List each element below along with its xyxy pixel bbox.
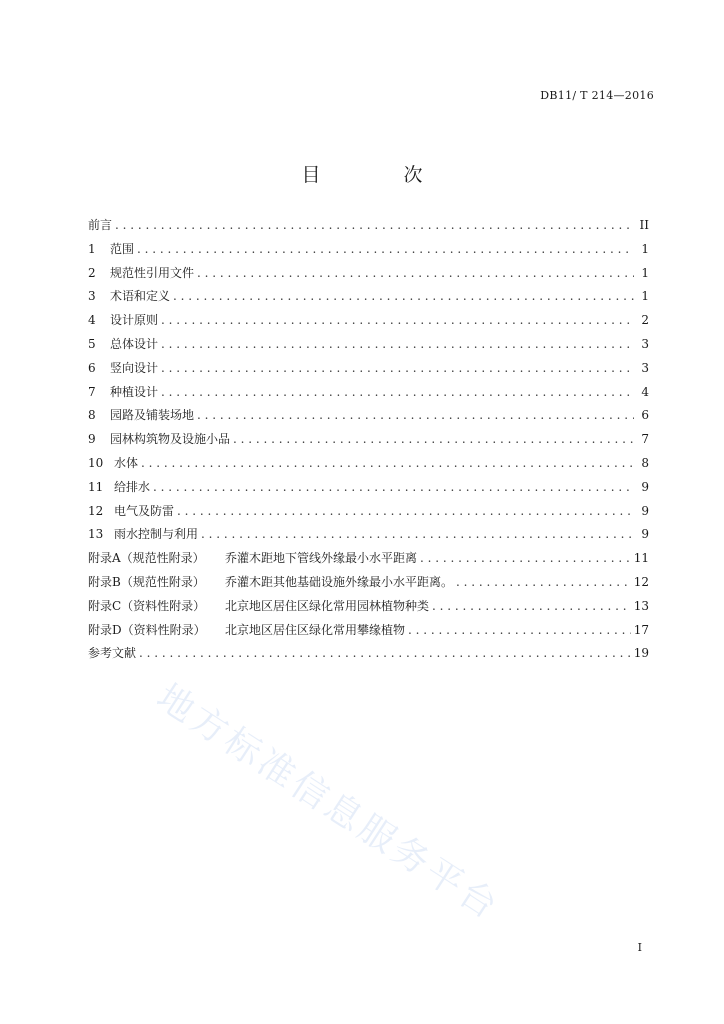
toc-entry-appendix-a[interactable] — [88, 549, 649, 573]
toc-number: 8 — [88, 408, 96, 423]
toc-number: 附录C（资料性附录） — [88, 598, 206, 613]
toc-label: 竖向设计 — [110, 360, 159, 375]
toc-label: 乔灌木距地下管线外缘最小水平距离 — [225, 551, 418, 566]
toc-label: 水体 — [114, 455, 139, 470]
toc-entry-6[interactable] — [88, 359, 649, 383]
toc-page: 7 — [641, 432, 649, 447]
toc-label: 电气及防雷 — [114, 503, 175, 518]
toc-leader — [115, 218, 634, 232]
toc-label: 北京地区居住区绿化常用攀缘植物 — [225, 622, 406, 637]
toc-page: 8 — [641, 455, 649, 470]
toc-number: 2 — [88, 265, 96, 280]
toc-label: 北京地区居住区绿化常用园林植物种类 — [225, 598, 430, 613]
toc-leader — [161, 337, 634, 351]
toc-page: 17 — [633, 622, 649, 637]
toc-leader — [137, 242, 634, 256]
toc-page: 9 — [641, 503, 649, 518]
toc-label: 术语和定义 — [110, 289, 171, 304]
toc-entry-appendix-d[interactable] — [88, 621, 649, 645]
toc-entry-9[interactable] — [88, 430, 649, 454]
toc-entry-appendix-b[interactable] — [88, 573, 649, 597]
toc-label: 乔灌木距其他基础设施外缘最小水平距离。 — [225, 574, 454, 589]
toc-page: 3 — [641, 336, 649, 351]
toc-page: 19 — [633, 646, 649, 661]
toc-leader — [456, 575, 631, 589]
toc-page: 11 — [633, 551, 649, 566]
toc-number: 9 — [88, 432, 96, 447]
toc-number: 7 — [88, 384, 96, 399]
toc-entry-5[interactable] — [88, 335, 649, 359]
toc-leader — [177, 504, 634, 518]
toc-number: 附录B（规范性附录） — [88, 574, 205, 589]
toc-page: 1 — [641, 289, 649, 304]
toc-label: 园林构筑物及设施小品 — [110, 432, 231, 447]
toc-entry-references[interactable] — [88, 644, 649, 668]
toc-leader — [233, 432, 634, 446]
toc-leader — [153, 480, 634, 494]
toc-number: 4 — [88, 313, 96, 328]
toc-page: 6 — [641, 408, 649, 423]
toc-leader — [201, 527, 634, 541]
toc-leader — [197, 266, 634, 280]
table-of-contents — [88, 216, 649, 668]
toc-entry-7[interactable] — [88, 383, 649, 407]
toc-number: 12 — [88, 503, 104, 518]
toc-entry-8[interactable] — [88, 406, 649, 430]
toc-leader — [161, 313, 634, 327]
toc-leader — [161, 385, 634, 399]
toc-number: 附录D（资料性附录） — [88, 622, 206, 637]
toc-leader — [197, 408, 634, 422]
toc-number: 5 — [88, 336, 96, 351]
toc-entry-10[interactable] — [88, 454, 649, 478]
toc-page: 2 — [641, 313, 649, 328]
toc-leader — [141, 456, 634, 470]
toc-page: II — [639, 218, 649, 232]
page-number: I — [637, 941, 642, 954]
toc-page: 12 — [633, 574, 649, 589]
toc-label: 范围 — [110, 241, 135, 256]
toc-leader — [173, 289, 634, 303]
standard-code: DB11/ T 214—2016 — [540, 89, 654, 102]
toc-page: 1 — [641, 265, 649, 280]
toc-label: 参考文献 — [88, 646, 137, 661]
toc-entry-11[interactable] — [88, 478, 649, 502]
toc-label: 给排水 — [114, 479, 151, 494]
toc-number: 6 — [88, 360, 96, 375]
toc-entry-appendix-c[interactable] — [88, 597, 649, 621]
toc-leader — [432, 599, 631, 613]
toc-leader — [161, 361, 634, 375]
toc-entry-1[interactable] — [88, 240, 649, 264]
toc-page: 9 — [641, 479, 649, 494]
toc-entry-preface[interactable] — [88, 216, 649, 240]
toc-label: 规范性引用文件 — [110, 265, 195, 280]
toc-page: 9 — [641, 527, 649, 542]
page-title: 目 次 — [301, 164, 455, 186]
toc-leader — [420, 551, 631, 565]
toc-entry-4[interactable] — [88, 311, 649, 335]
toc-number: 1 — [88, 241, 96, 256]
toc-label: 总体设计 — [110, 336, 159, 351]
toc-entry-13[interactable] — [88, 525, 649, 549]
toc-entry-3[interactable] — [88, 287, 649, 311]
toc-label: 种植设计 — [110, 384, 159, 399]
toc-leader — [139, 646, 631, 660]
toc-number: 11 — [88, 479, 104, 494]
toc-entry-12[interactable] — [88, 502, 649, 526]
toc-label: 园路及铺装场地 — [110, 408, 195, 423]
toc-page: 3 — [641, 360, 649, 375]
toc-number: 附录A（规范性附录） — [88, 551, 205, 566]
toc-number: 3 — [88, 289, 96, 304]
toc-label: 前言 — [88, 218, 113, 232]
toc-label: 设计原则 — [110, 313, 159, 328]
toc-entry-2[interactable] — [88, 264, 649, 288]
toc-page: 1 — [641, 241, 649, 256]
watermark: 地方标准信息服务平台 — [149, 676, 508, 929]
toc-leader — [408, 623, 631, 637]
toc-number: 10 — [88, 455, 104, 470]
toc-label: 雨水控制与利用 — [114, 527, 199, 542]
toc-number: 13 — [88, 527, 104, 542]
toc-page: 4 — [641, 384, 649, 399]
toc-page: 13 — [633, 598, 649, 613]
